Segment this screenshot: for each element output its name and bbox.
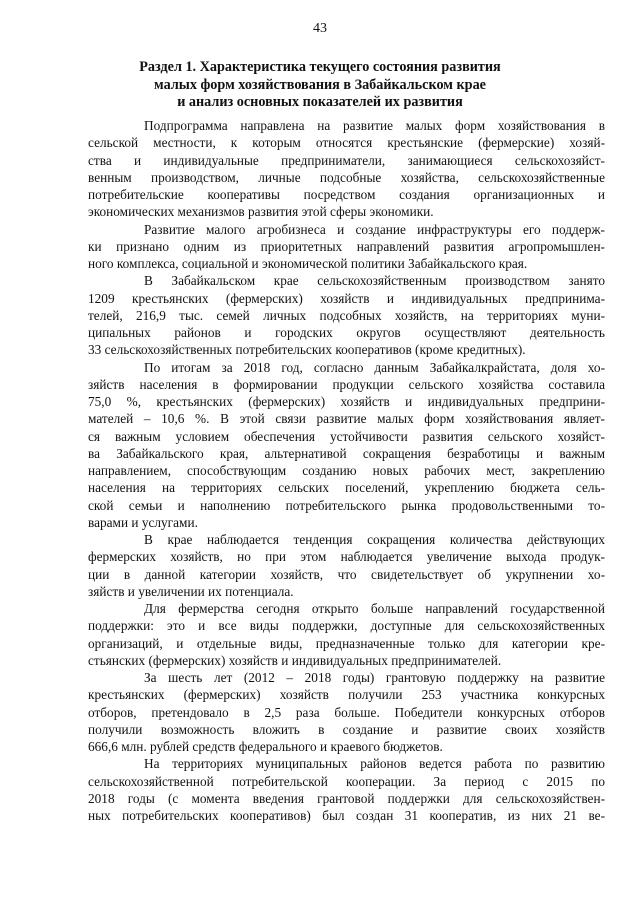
text-line: ных потребительских кооперативов) был создан 31 кооператив, из них 21 ве- [88,808,605,823]
text-line: ципальных районов и городских округов осуществляют деятельность [88,325,605,340]
text-line: организаций, и отдельные виды, предназначенные только для категории кре- [88,635,605,651]
body-paragraph [88,359,605,532]
text-line: сельской местности, к которым относятся крестьянские (фермерские) хозяй- [88,135,605,151]
text-line: зяйств и увеличении их потенциала. [88,583,294,599]
text-line: 33 сельскохозяйственных потребительских кооперативов (кроме кредитных). [88,342,526,358]
text-line: 75,0 %, крестьянских (фермерских) хозяйств и индивидуальных предприни- [88,394,605,409]
body-paragraph [88,272,605,358]
section-heading-line: и анализ основных показателей их развития [177,94,463,110]
text-line: ства и индивидуальные предприниматели, занимающиеся сельскохозяйст- [88,152,605,168]
text-line: зяйств населения в формировании продукции сельского хозяйства составила [88,376,605,392]
text-line: В Забайкальском крае сельскохозяйственным производством занято [144,273,605,289]
body-text [88,117,605,824]
body-paragraph [88,221,605,273]
text-line: За шесть лет (2012 – 2018 годы) грантовую поддержку на развитие [144,670,605,685]
text-line: мателей – 10,6 %. В этой связи развитие малых форм хозяйствования являет- [88,411,605,427]
text-line: потребительские кооперативы посредством создания организационных и [88,187,605,202]
text-line: направлением, способствующим созданию новых рабочих мест, закреплению [88,463,605,478]
text-line: В крае наблюдается тенденция сокращения количества действующих [144,532,605,547]
text-line: ного комплекса, социальной и экономической политики Забайкальского края. [88,256,528,271]
text-line: Развитие малого агробизнеса и создание инфраструктуры его поддерж- [144,221,605,237]
text-line: крестьянских (фермерских) хозяйств получили 253 участника конкурсных [88,687,605,703]
text-line: 1209 крестьянских (фермерских) хозяйств и индивидуальных предпринима- [88,290,605,306]
text-line: фермерских хозяйств, но при этом наблюдается увеличение выхода продук- [88,549,605,565]
text-line: Для фермерства сегодня открыто больше направлений государственной [144,601,605,616]
section-heading-line: Раздел 1. Характеристика текущего состояния развития [139,59,501,75]
body-paragraph [88,117,605,221]
body-paragraph [88,755,605,824]
text-line: экономических механизмов развития этой сферы экономики. [88,204,434,220]
text-line: По итогам за 2018 год, согласно данным Забайкалкрайстата, доля хо- [144,359,605,375]
page-number: 43 [313,21,327,36]
text-line: поддержки: это и все виды поддержки, доступные для сельскохозяйственных [88,618,605,634]
body-paragraph [88,600,605,669]
body-paragraph [88,669,605,755]
text-line: телей, 216,9 тыс. семей личных подсобных хозяйств, на территориях муни- [88,307,605,323]
text-line: ва Забайкальского края, альтернативой сокращения безработицы и важным [88,445,605,461]
text-line: ки признано одним из приоритетных направлений развития агропромышлен- [88,238,605,254]
text-line: ции в данной категории хозяйств, что свидетельствует об укрупнении хо- [88,566,605,582]
text-line: населения на территориях сельских поселений, укреплению бюджета сель- [88,480,605,496]
body-paragraph [88,531,605,600]
text-line: стьянских (фермерских) хозяйств и индивидуальных предпринимателей. [88,652,502,668]
text-line: венным производством, личные подсобные хозяйства, сельскохозяйственные [88,169,605,185]
section-heading-line: малых форм хозяйствования в Забайкальском крае [154,76,486,93]
section-heading [60,59,580,112]
text-line: получили возможность вложить в создание и развитие своих хозяйств [88,721,605,737]
text-line: 666,6 млн. рублей средств федерального и краевого бюджетов. [88,739,443,754]
text-line: сельскохозяйственной потребительской кооперации. За период с 2015 по [88,773,605,789]
text-line: ской семьи и наполнению потребительского рынка продовольственными то- [88,497,605,513]
text-line: варами и услугами. [88,514,198,530]
text-line: На территориях муниципальных районов ведется работа по развитию [144,756,605,772]
text-line: отборов, претендовало в 2,5 раза больше. Победители конкурсных отборов [88,704,605,720]
text-line: ся важным условием обеспечения устойчивости развития сельского хозяйст- [88,428,605,444]
text-line: Подпрограмма направлена на развитие малых форм хозяйствования в [144,118,605,133]
text-line: 2018 годы (с момента введения грантовой поддержки для сельскохозяйствен- [88,790,605,806]
